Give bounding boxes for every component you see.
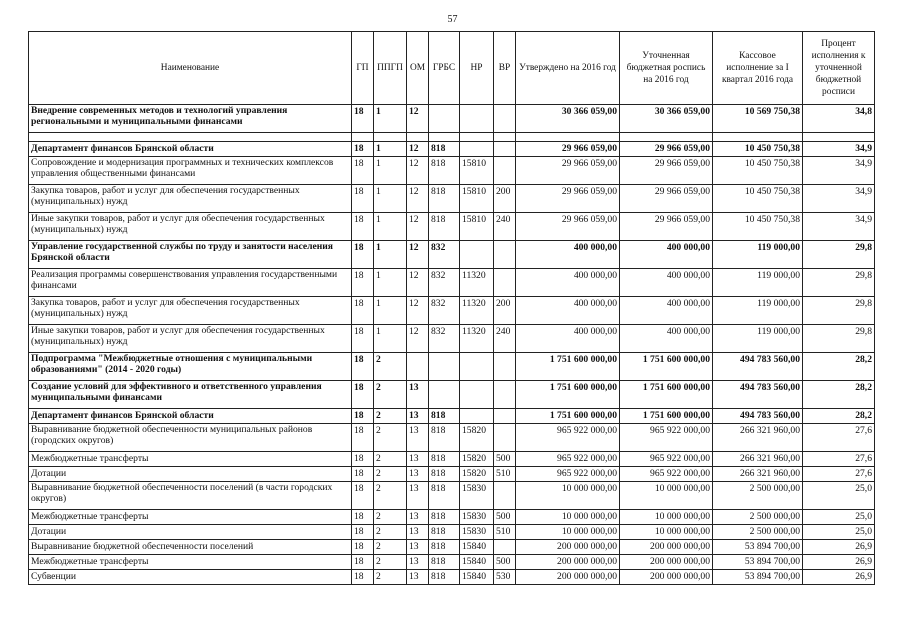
cell-om: 13 <box>407 510 429 525</box>
cell-approved: 400 000,00 <box>516 269 620 297</box>
cell-ppgp: 1 <box>374 269 407 297</box>
cell-np: 15840 <box>460 570 494 585</box>
cell-grbs: 818 <box>429 525 460 540</box>
cell-gp: 18 <box>352 409 374 424</box>
cell-grbs: 832 <box>429 269 460 297</box>
table-row <box>29 525 875 540</box>
cell-om: 12 <box>407 157 429 185</box>
cell-om: 13 <box>407 540 429 555</box>
cell-gp: 18 <box>352 105 374 133</box>
cell-name: Управление государственной службы по труду и занятости населения Брянской области <box>29 241 352 269</box>
cell-vr: 500 <box>494 510 516 525</box>
cell-np: 15840 <box>460 540 494 555</box>
cell-gp: 18 <box>352 525 374 540</box>
cell-percent: 26,9 <box>803 570 875 585</box>
cell-np: 15830 <box>460 482 494 510</box>
header-gp: ГП <box>352 32 374 105</box>
cell-percent: 34,9 <box>803 185 875 213</box>
cell-om <box>407 133 429 142</box>
cell-approved: 30 366 059,00 <box>516 105 620 133</box>
cell-ppgp: 2 <box>374 424 407 452</box>
cell-name: Внедрение современных методов и технологий управления региональными и муниципальными финансами <box>29 105 352 133</box>
cell-percent: 27,6 <box>803 467 875 482</box>
cell-om: 13 <box>407 409 429 424</box>
cell-cash: 266 321 960,00 <box>713 467 803 482</box>
cell-name: Субвенции <box>29 570 352 585</box>
cell-vr <box>494 381 516 409</box>
cell-approved: 1 751 600 000,00 <box>516 409 620 424</box>
cell-vr: 500 <box>494 555 516 570</box>
table-row <box>29 105 875 133</box>
table-row <box>29 482 875 510</box>
cell-refined: 30 366 059,00 <box>620 105 713 133</box>
cell-name: Иные закупки товаров, работ и услуг для обеспечения государственных (муниципальных) нужд <box>29 325 352 353</box>
cell-grbs: 818 <box>429 555 460 570</box>
cell-ppgp: 1 <box>374 185 407 213</box>
cell-vr: 200 <box>494 297 516 325</box>
cell-om <box>407 353 429 381</box>
cell-grbs: 818 <box>429 142 460 157</box>
cell-cash: 10 450 750,38 <box>713 213 803 241</box>
cell-vr <box>494 133 516 142</box>
cell-refined: 1 751 600 000,00 <box>620 409 713 424</box>
cell-ppgp: 2 <box>374 467 407 482</box>
cell-np: 15830 <box>460 510 494 525</box>
cell-refined: 200 000 000,00 <box>620 570 713 585</box>
cell-grbs: 818 <box>429 157 460 185</box>
cell-np: 15820 <box>460 467 494 482</box>
cell-ppgp: 2 <box>374 510 407 525</box>
cell-om: 13 <box>407 482 429 510</box>
cell-approved: 29 966 059,00 <box>516 157 620 185</box>
cell-name: Дотации <box>29 525 352 540</box>
cell-cash: 10 450 750,38 <box>713 157 803 185</box>
cell-name: Выравнивание бюджетной обеспеченности поселений (в части городских округов) <box>29 482 352 510</box>
table-row <box>29 467 875 482</box>
cell-name: Создание условий для эффективного и ответственного управления муниципальными финансами <box>29 381 352 409</box>
cell-om: 13 <box>407 570 429 585</box>
cell-cash: 53 894 700,00 <box>713 555 803 570</box>
cell-gp: 18 <box>352 213 374 241</box>
cell-cash: 119 000,00 <box>713 241 803 269</box>
header-np: НР <box>460 32 494 105</box>
cell-approved: 400 000,00 <box>516 241 620 269</box>
table-row <box>29 297 875 325</box>
header-om: ОМ <box>407 32 429 105</box>
cell-cash: 2 500 000,00 <box>713 482 803 510</box>
cell-om: 13 <box>407 381 429 409</box>
cell-cash: 119 000,00 <box>713 297 803 325</box>
cell-vr <box>494 353 516 381</box>
cell-gp: 18 <box>352 142 374 157</box>
cell-vr <box>494 105 516 133</box>
cell-vr: 200 <box>494 185 516 213</box>
cell-approved: 1 751 600 000,00 <box>516 381 620 409</box>
cell-grbs: 818 <box>429 570 460 585</box>
cell-np <box>460 133 494 142</box>
cell-np <box>460 381 494 409</box>
cell-refined: 29 966 059,00 <box>620 142 713 157</box>
cell-approved: 29 966 059,00 <box>516 213 620 241</box>
cell-om: 12 <box>407 325 429 353</box>
cell-ppgp: 1 <box>374 213 407 241</box>
cell-percent: 29,8 <box>803 269 875 297</box>
cell-cash: 53 894 700,00 <box>713 570 803 585</box>
cell-approved: 200 000 000,00 <box>516 555 620 570</box>
cell-ppgp: 2 <box>374 540 407 555</box>
table-row <box>29 142 875 157</box>
cell-vr <box>494 157 516 185</box>
cell-vr: 510 <box>494 525 516 540</box>
cell-percent: 25,0 <box>803 510 875 525</box>
cell-name: Реализация программы совершенствования управления государственными финансами <box>29 269 352 297</box>
table-row <box>29 157 875 185</box>
cell-percent: 26,9 <box>803 540 875 555</box>
cell-name: Выравнивание бюджетной обеспеченности поселений <box>29 540 352 555</box>
cell-vr <box>494 540 516 555</box>
cell-percent: 25,0 <box>803 525 875 540</box>
cell-gp: 18 <box>352 185 374 213</box>
cell-cash: 494 783 560,00 <box>713 409 803 424</box>
header-name: Наименование <box>29 32 352 105</box>
cell-ppgp: 2 <box>374 452 407 467</box>
header-vr: ВР <box>494 32 516 105</box>
cell-gp: 18 <box>352 353 374 381</box>
cell-name: Межбюджетные трансферты <box>29 510 352 525</box>
cell-gp: 18 <box>352 325 374 353</box>
cell-approved: 200 000 000,00 <box>516 540 620 555</box>
cell-percent: 27,6 <box>803 452 875 467</box>
cell-name: Дотации <box>29 467 352 482</box>
cell-np: 15820 <box>460 452 494 467</box>
cell-refined: 200 000 000,00 <box>620 555 713 570</box>
cell-name: Выравнивание бюджетной обеспеченности муниципальных районов (городских округов) <box>29 424 352 452</box>
cell-gp: 18 <box>352 555 374 570</box>
cell-np <box>460 409 494 424</box>
cell-refined: 200 000 000,00 <box>620 540 713 555</box>
cell-refined <box>620 133 713 142</box>
cell-vr: 530 <box>494 570 516 585</box>
cell-grbs: 818 <box>429 452 460 467</box>
cell-percent: 26,9 <box>803 555 875 570</box>
cell-approved: 965 922 000,00 <box>516 452 620 467</box>
cell-np: 15820 <box>460 424 494 452</box>
cell-gp: 18 <box>352 297 374 325</box>
page-number: 57 <box>447 14 458 25</box>
cell-percent: 29,8 <box>803 325 875 353</box>
cell-cash: 119 000,00 <box>713 325 803 353</box>
cell-grbs <box>429 381 460 409</box>
cell-om: 12 <box>407 241 429 269</box>
cell-grbs: 818 <box>429 185 460 213</box>
cell-percent: 28,2 <box>803 353 875 381</box>
cell-grbs: 818 <box>429 409 460 424</box>
cell-gp: 18 <box>352 269 374 297</box>
cell-cash: 53 894 700,00 <box>713 540 803 555</box>
cell-np <box>460 105 494 133</box>
cell-grbs <box>429 133 460 142</box>
table-row <box>29 409 875 424</box>
cell-grbs <box>429 353 460 381</box>
cell-ppgp: 2 <box>374 525 407 540</box>
cell-cash: 266 321 960,00 <box>713 452 803 467</box>
cell-percent: 29,8 <box>803 297 875 325</box>
cell-om: 12 <box>407 185 429 213</box>
cell-om: 12 <box>407 213 429 241</box>
cell-om: 12 <box>407 297 429 325</box>
cell-np: 15830 <box>460 525 494 540</box>
cell-refined: 10 000 000,00 <box>620 482 713 510</box>
cell-cash: 494 783 560,00 <box>713 381 803 409</box>
table-row <box>29 570 875 585</box>
cell-name: Департамент финансов Брянской области <box>29 142 352 157</box>
cell-gp: 18 <box>352 424 374 452</box>
cell-refined: 29 966 059,00 <box>620 157 713 185</box>
cell-cash: 10 569 750,38 <box>713 105 803 133</box>
cell-approved: 1 751 600 000,00 <box>516 353 620 381</box>
cell-ppgp: 1 <box>374 142 407 157</box>
table-row <box>29 381 875 409</box>
cell-vr: 240 <box>494 213 516 241</box>
cell-refined: 29 966 059,00 <box>620 185 713 213</box>
cell-refined: 10 000 000,00 <box>620 510 713 525</box>
cell-refined: 400 000,00 <box>620 241 713 269</box>
cell-np: 11320 <box>460 325 494 353</box>
cell-cash: 494 783 560,00 <box>713 353 803 381</box>
cell-percent <box>803 133 875 142</box>
budget-execution-table <box>28 31 875 585</box>
cell-vr <box>494 482 516 510</box>
table-row <box>29 424 875 452</box>
cell-name: Закупка товаров, работ и услуг для обеспечения государственных (муниципальных) нужд <box>29 297 352 325</box>
cell-percent: 34,9 <box>803 157 875 185</box>
cell-cash <box>713 133 803 142</box>
cell-vr <box>494 241 516 269</box>
cell-om: 12 <box>407 142 429 157</box>
cell-np: 15840 <box>460 555 494 570</box>
cell-np: 15810 <box>460 213 494 241</box>
table-row <box>29 452 875 467</box>
cell-refined: 1 751 600 000,00 <box>620 381 713 409</box>
cell-name: Иные закупки товаров, работ и услуг для обеспечения государственных (муниципальных) нужд <box>29 213 352 241</box>
cell-percent: 29,8 <box>803 241 875 269</box>
cell-gp: 18 <box>352 157 374 185</box>
cell-vr: 510 <box>494 467 516 482</box>
cell-np: 11320 <box>460 297 494 325</box>
cell-ppgp: 2 <box>374 555 407 570</box>
table-row <box>29 555 875 570</box>
cell-gp: 18 <box>352 452 374 467</box>
table-row <box>29 213 875 241</box>
cell-name <box>29 133 352 142</box>
cell-name: Департамент финансов Брянской области <box>29 409 352 424</box>
cell-name: Межбюджетные трансферты <box>29 452 352 467</box>
cell-ppgp: 1 <box>374 325 407 353</box>
cell-percent: 28,2 <box>803 381 875 409</box>
cell-ppgp: 1 <box>374 241 407 269</box>
cell-np <box>460 353 494 381</box>
cell-om: 12 <box>407 105 429 133</box>
cell-gp: 18 <box>352 510 374 525</box>
cell-cash: 10 450 750,38 <box>713 142 803 157</box>
cell-percent: 28,2 <box>803 409 875 424</box>
cell-approved: 965 922 000,00 <box>516 424 620 452</box>
cell-vr: 240 <box>494 325 516 353</box>
header-percent: Процент исполнения к уточненной бюджетной росписи <box>803 32 875 105</box>
table-row <box>29 353 875 381</box>
cell-np: 15810 <box>460 185 494 213</box>
cell-approved: 10 000 000,00 <box>516 525 620 540</box>
cell-refined: 29 966 059,00 <box>620 213 713 241</box>
cell-refined: 965 922 000,00 <box>620 424 713 452</box>
cell-cash: 10 450 750,38 <box>713 185 803 213</box>
table-row <box>29 185 875 213</box>
header-approved: Утверждено на 2016 год <box>516 32 620 105</box>
cell-grbs: 832 <box>429 241 460 269</box>
table-row <box>29 269 875 297</box>
cell-vr <box>494 142 516 157</box>
cell-grbs: 818 <box>429 213 460 241</box>
cell-refined: 1 751 600 000,00 <box>620 353 713 381</box>
cell-vr <box>494 269 516 297</box>
cell-approved: 200 000 000,00 <box>516 570 620 585</box>
cell-approved: 10 000 000,00 <box>516 482 620 510</box>
cell-ppgp: 1 <box>374 157 407 185</box>
cell-cash: 2 500 000,00 <box>713 525 803 540</box>
table-row <box>29 540 875 555</box>
cell-approved: 29 966 059,00 <box>516 185 620 213</box>
cell-om: 12 <box>407 269 429 297</box>
cell-grbs: 818 <box>429 482 460 510</box>
cell-gp <box>352 133 374 142</box>
cell-grbs: 818 <box>429 467 460 482</box>
cell-approved: 29 966 059,00 <box>516 142 620 157</box>
cell-approved <box>516 133 620 142</box>
cell-grbs: 818 <box>429 510 460 525</box>
header-grbs: ГРБС <box>429 32 460 105</box>
cell-refined: 965 922 000,00 <box>620 452 713 467</box>
table-row <box>29 325 875 353</box>
cell-name: Сопровождение и модернизация программных и технических комплексов управления общественными финансами <box>29 157 352 185</box>
cell-refined: 400 000,00 <box>620 325 713 353</box>
header-refined: Уточненная бюджетная роспись на 2016 год <box>620 32 713 105</box>
cell-ppgp: 2 <box>374 570 407 585</box>
cell-refined: 965 922 000,00 <box>620 467 713 482</box>
cell-approved: 965 922 000,00 <box>516 467 620 482</box>
table-row <box>29 510 875 525</box>
cell-gp: 18 <box>352 540 374 555</box>
cell-refined: 400 000,00 <box>620 297 713 325</box>
cell-om: 13 <box>407 555 429 570</box>
cell-vr: 500 <box>494 452 516 467</box>
cell-om: 13 <box>407 452 429 467</box>
cell-ppgp: 2 <box>374 409 407 424</box>
cell-vr <box>494 424 516 452</box>
cell-ppgp <box>374 133 407 142</box>
cell-cash: 119 000,00 <box>713 269 803 297</box>
cell-om: 13 <box>407 424 429 452</box>
cell-grbs: 832 <box>429 325 460 353</box>
cell-ppgp: 2 <box>374 381 407 409</box>
cell-vr <box>494 409 516 424</box>
cell-grbs: 832 <box>429 297 460 325</box>
cell-name: Подпрограмма "Межбюджетные отношения с муниципальными образованиями" (2014 - 2020 годы) <box>29 353 352 381</box>
cell-percent: 27,6 <box>803 424 875 452</box>
cell-gp: 18 <box>352 482 374 510</box>
cell-gp: 18 <box>352 467 374 482</box>
cell-grbs: 818 <box>429 424 460 452</box>
header-cash: Кассовое исполнение за I квартал 2016 года <box>713 32 803 105</box>
cell-percent: 34,9 <box>803 213 875 241</box>
cell-percent: 34,8 <box>803 105 875 133</box>
cell-om: 13 <box>407 525 429 540</box>
cell-cash: 266 321 960,00 <box>713 424 803 452</box>
cell-np: 11320 <box>460 269 494 297</box>
cell-gp: 18 <box>352 241 374 269</box>
cell-np: 15810 <box>460 157 494 185</box>
cell-ppgp: 2 <box>374 482 407 510</box>
cell-refined: 10 000 000,00 <box>620 525 713 540</box>
cell-approved: 400 000,00 <box>516 325 620 353</box>
cell-name: Закупка товаров, работ и услуг для обеспечения государственных (муниципальных) нужд <box>29 185 352 213</box>
cell-np <box>460 241 494 269</box>
cell-approved: 400 000,00 <box>516 297 620 325</box>
cell-ppgp: 1 <box>374 297 407 325</box>
table-row <box>29 241 875 269</box>
cell-name: Межбюджетные трансферты <box>29 555 352 570</box>
cell-approved: 10 000 000,00 <box>516 510 620 525</box>
cell-np <box>460 142 494 157</box>
table-header-row <box>29 32 875 105</box>
cell-ppgp: 2 <box>374 353 407 381</box>
cell-refined: 400 000,00 <box>620 269 713 297</box>
cell-grbs <box>429 105 460 133</box>
cell-percent: 34,9 <box>803 142 875 157</box>
cell-ppgp: 1 <box>374 105 407 133</box>
cell-percent: 25,0 <box>803 482 875 510</box>
header-ppgp: ППГП <box>374 32 407 105</box>
cell-gp: 18 <box>352 570 374 585</box>
cell-cash: 2 500 000,00 <box>713 510 803 525</box>
table-row <box>29 133 875 142</box>
cell-gp: 18 <box>352 381 374 409</box>
cell-om: 13 <box>407 467 429 482</box>
cell-grbs: 818 <box>429 540 460 555</box>
